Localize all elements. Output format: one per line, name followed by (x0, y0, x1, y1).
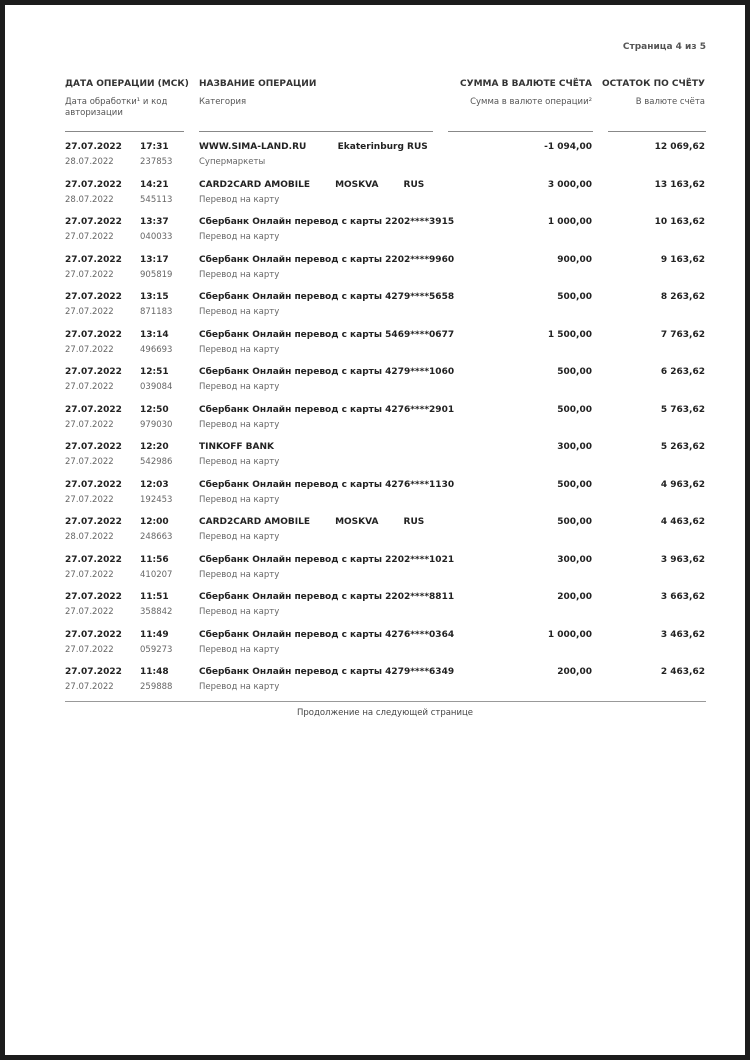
statement-page (5, 5, 745, 1055)
row-time: 12:20 (140, 442, 169, 452)
header-divider-amount (448, 131, 593, 132)
header-divider-balance (608, 131, 706, 132)
row-auth-code: 871183 (140, 307, 173, 317)
row-balance: 12 069,62 (654, 142, 705, 152)
row-name: Сбербанк Онлайн перевод с карты 4276****0364 (199, 629, 455, 640)
row-category: Перевод на карту (199, 494, 280, 505)
table-row (5, 253, 745, 291)
table-row (5, 665, 745, 703)
row-auth-code: 040033 (140, 232, 173, 242)
row-category: Перевод на карту (199, 269, 280, 280)
row-auth-code: 545113 (140, 194, 173, 205)
row-category: Перевод на карту (199, 569, 280, 580)
row-date: 27.07.2022 (65, 404, 122, 415)
row-name: CARD2CARD AMOBILE MOSKVA RUS (199, 179, 425, 190)
row-name: Сбербанк Онлайн перевод с карты 2202****3915 (199, 217, 455, 227)
table-row (5, 590, 745, 628)
row-balance: 3 663,62 (660, 592, 705, 602)
row-amount: 900,00 (557, 254, 592, 265)
table-row (5, 403, 745, 441)
table-row (5, 140, 745, 178)
row-amount: 500,00 (557, 517, 592, 527)
header-date: ДАТА ОПЕРАЦИИ (МСК) (65, 79, 189, 89)
header-divider-date (65, 131, 184, 132)
row-time: 11:51 (140, 592, 169, 602)
row-processing-date: 28.07.2022 (65, 194, 114, 205)
table-row (5, 365, 745, 403)
row-auth-code: 542986 (140, 457, 173, 467)
row-amount: 300,00 (557, 442, 592, 452)
table-row (5, 178, 745, 216)
row-balance: 2 463,62 (660, 667, 705, 677)
row-date: 27.07.2022 (65, 367, 122, 377)
header-amount-sub: Сумма в валюте операции² (470, 97, 592, 107)
row-amount: 500,00 (557, 292, 592, 302)
row-category: Перевод на карту (199, 344, 280, 355)
row-name: WWW.SIMA-LAND.RU Ekaterinburg RUS (199, 142, 428, 152)
header-name: НАЗВАНИЕ ОПЕРАЦИИ (199, 79, 317, 89)
row-balance: 10 163,62 (654, 217, 705, 227)
row-processing-date: 27.07.2022 (65, 382, 114, 392)
table-row (5, 215, 745, 253)
table-row (5, 328, 745, 366)
row-category: Перевод на карту (199, 307, 280, 317)
row-date: 27.07.2022 (65, 592, 122, 602)
continuation-note: Продолжение на следующей странице (296, 708, 474, 718)
row-processing-date: 28.07.2022 (65, 532, 114, 542)
row-auth-code: 979030 (140, 419, 173, 430)
row-amount: 3 000,00 (547, 179, 592, 190)
row-processing-date: 28.07.2022 (65, 157, 114, 167)
row-processing-date: 27.07.2022 (65, 457, 114, 467)
row-processing-date: 27.07.2022 (65, 269, 114, 280)
row-time: 12:00 (140, 517, 169, 527)
row-processing-date: 27.07.2022 (65, 344, 114, 355)
row-processing-date: 27.07.2022 (65, 494, 114, 505)
row-auth-code: 905819 (140, 269, 173, 280)
table-bottom-divider (65, 701, 706, 702)
row-auth-code: 410207 (140, 569, 173, 580)
page-number: Страница 4 из 5 (622, 42, 706, 52)
header-balance: ОСТАТОК ПО СЧЁТУ (601, 79, 705, 89)
row-name: Сбербанк Онлайн перевод с карты 4279****5658 (199, 292, 455, 302)
row-time: 12:03 (140, 479, 169, 490)
table-row (5, 553, 745, 591)
row-date: 27.07.2022 (65, 217, 122, 227)
row-time: 13:17 (140, 254, 169, 265)
row-balance: 7 763,62 (660, 329, 705, 340)
row-name: Сбербанк Онлайн перевод с карты 4279****1060 (199, 367, 455, 377)
row-category: Перевод на карту (199, 419, 280, 430)
row-category: Перевод на карту (199, 682, 280, 692)
table-row (5, 440, 745, 478)
header-date-sub: Дата обработки¹ и код авторизации (65, 97, 168, 118)
row-name: Сбербанк Онлайн перевод с карты 2202****8811 (199, 592, 455, 602)
row-auth-code: 059273 (140, 644, 173, 655)
row-time: 13:14 (140, 329, 169, 340)
row-date: 27.07.2022 (65, 142, 122, 152)
row-amount: 500,00 (557, 404, 592, 415)
row-category: Перевод на карту (199, 382, 280, 392)
row-date: 27.07.2022 (65, 179, 122, 190)
row-category: Супермаркеты (199, 157, 266, 167)
row-date: 27.07.2022 (65, 667, 122, 677)
header-balance-sub: В валюте счёта (635, 97, 705, 107)
row-category: Перевод на карту (199, 607, 280, 617)
row-date: 27.07.2022 (65, 329, 122, 340)
row-time: 12:50 (140, 404, 169, 415)
row-name: Сбербанк Онлайн перевод с карты 4276****2901 (199, 404, 455, 415)
row-auth-code: 237853 (140, 157, 173, 167)
row-date: 27.07.2022 (65, 554, 122, 565)
row-balance: 8 263,62 (660, 292, 705, 302)
header-divider-name (199, 131, 433, 132)
row-balance: 4 463,62 (660, 517, 705, 527)
row-balance: 9 163,62 (660, 254, 705, 265)
row-time: 17:31 (140, 142, 169, 152)
row-time: 14:21 (140, 179, 169, 190)
row-balance: 4 963,62 (660, 479, 705, 490)
row-processing-date: 27.07.2022 (65, 607, 114, 617)
row-name: Сбербанк Онлайн перевод с карты 4279****6349 (199, 667, 455, 677)
row-amount: 200,00 (557, 667, 592, 677)
row-name: CARD2CARD AMOBILE MOSKVA RUS (199, 517, 425, 527)
row-amount: 1 000,00 (547, 629, 592, 640)
header-name-sub: Категория (199, 97, 247, 107)
row-category: Перевод на карту (199, 532, 280, 542)
row-name: Сбербанк Онлайн перевод с карты 5469****0677 (199, 329, 455, 340)
row-date: 27.07.2022 (65, 479, 122, 490)
row-category: Перевод на карту (199, 644, 280, 655)
row-auth-code: 192453 (140, 494, 173, 505)
row-processing-date: 27.07.2022 (65, 232, 114, 242)
row-date: 27.07.2022 (65, 442, 122, 452)
row-name: Сбербанк Онлайн перевод с карты 2202****9960 (199, 254, 455, 265)
row-time: 11:48 (140, 667, 169, 677)
row-balance: 5 763,62 (660, 404, 705, 415)
row-name: Сбербанк Онлайн перевод с карты 4276****1130 (199, 479, 455, 490)
row-balance: 13 163,62 (654, 179, 705, 190)
table-row (5, 478, 745, 516)
header-amount: СУММА В ВАЛЮТЕ СЧЁТА (460, 79, 592, 89)
row-processing-date: 27.07.2022 (65, 307, 114, 317)
row-processing-date: 27.07.2022 (65, 419, 114, 430)
row-date: 27.07.2022 (65, 254, 122, 265)
row-auth-code: 358842 (140, 607, 173, 617)
row-amount: 1 500,00 (547, 329, 592, 340)
transactions-table (5, 140, 745, 703)
row-category: Перевод на карту (199, 232, 280, 242)
row-processing-date: 27.07.2022 (65, 569, 114, 580)
row-balance: 3 963,62 (660, 554, 705, 565)
row-auth-code: 039084 (140, 382, 173, 392)
row-time: 11:49 (140, 629, 169, 640)
row-amount: -1 094,00 (544, 142, 592, 152)
row-category: Перевод на карту (199, 457, 280, 467)
row-amount: 500,00 (557, 367, 592, 377)
row-date: 27.07.2022 (65, 629, 122, 640)
row-category: Перевод на карту (199, 194, 280, 205)
row-balance: 6 263,62 (660, 367, 705, 377)
table-row (5, 290, 745, 328)
table-row (5, 628, 745, 666)
table-row (5, 515, 745, 553)
row-amount: 500,00 (557, 479, 592, 490)
row-processing-date: 27.07.2022 (65, 682, 114, 692)
row-amount: 300,00 (557, 554, 592, 565)
row-auth-code: 248663 (140, 532, 173, 542)
row-name: TINKOFF BANK (199, 442, 275, 452)
row-name: Сбербанк Онлайн перевод с карты 2202****1021 (199, 554, 455, 565)
row-processing-date: 27.07.2022 (65, 644, 114, 655)
row-balance: 5 263,62 (660, 442, 705, 452)
row-amount: 200,00 (557, 592, 592, 602)
row-amount: 1 000,00 (547, 217, 592, 227)
row-balance: 3 463,62 (660, 629, 705, 640)
row-date: 27.07.2022 (65, 517, 122, 527)
row-time: 13:15 (140, 292, 169, 302)
row-auth-code: 259888 (140, 682, 173, 692)
row-time: 12:51 (140, 367, 169, 377)
row-date: 27.07.2022 (65, 292, 122, 302)
row-time: 13:37 (140, 217, 169, 227)
row-time: 11:56 (140, 554, 169, 565)
row-auth-code: 496693 (140, 344, 173, 355)
table-header (5, 79, 745, 139)
